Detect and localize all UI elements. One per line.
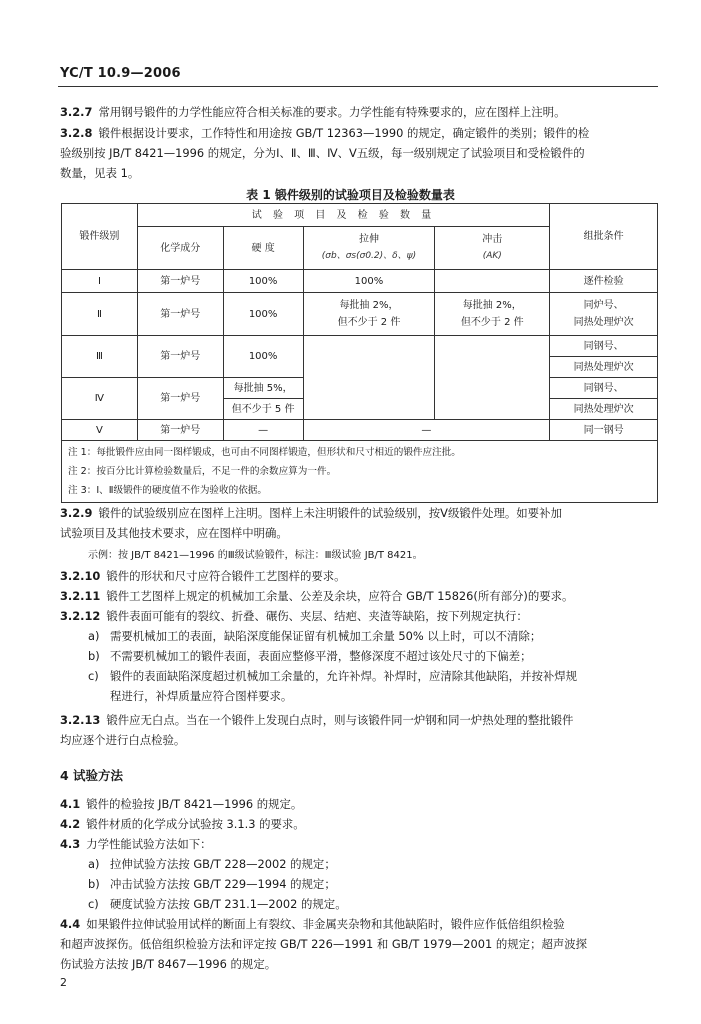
list-marker: c) xyxy=(88,897,99,911)
clause-text: 力学性能试验方法如下： xyxy=(86,837,212,851)
cell-line: 但不少于 2 件 xyxy=(460,317,524,328)
clause-3-2-12-c-line2: 程进行，补焊质量应符合图样要求。 xyxy=(110,689,293,703)
clause-text-line1: 如果锻件拉伸试验用试样的断面上有裂纹、非金属夹杂物和其他缺陷时，锻件应作低倍组织检验 xyxy=(86,917,565,931)
cell-tensile-merged xyxy=(303,336,435,420)
clause-3-2-8 xyxy=(60,123,658,143)
cell-level: Ⅰ xyxy=(62,270,138,293)
clause-3-2-8-line2: 验级别按 JB/T 8421—1996 的规定，分为Ⅰ、Ⅱ、Ⅲ、Ⅳ、Ⅴ五级，每一级别规定了试验项目和受检锻件的 xyxy=(60,146,585,160)
cell-line: 同炉号、 xyxy=(583,300,624,311)
list-text: 需要机械加工的表面，缺陷深度能保证留有机械加工余量 50% 以上时，可以不清除； xyxy=(110,629,542,643)
header-chem: 化学成分 xyxy=(137,227,223,270)
cell-level: Ⅱ xyxy=(62,293,138,336)
cell-level: Ⅴ xyxy=(62,420,138,441)
clause-4-2 xyxy=(60,814,658,834)
clause-text: 常用钢号锻件的力学性能应符合相关标准的要求。力学性能有特殊要求的，应在图样上注明。 xyxy=(98,105,566,119)
cell-batch: 逐件检验 xyxy=(550,270,658,293)
cell-tensile xyxy=(303,293,435,336)
clause-number: 3.2.11 xyxy=(60,589,101,603)
clause-number: 3.2.13 xyxy=(60,713,101,727)
list-marker: a) xyxy=(88,857,100,871)
clause-number: 4.4 xyxy=(60,917,81,931)
header-hardness: 硬 度 xyxy=(223,227,303,270)
cell-hardness: — xyxy=(223,420,303,441)
list-marker: b) xyxy=(88,649,100,663)
header-tensile xyxy=(303,227,435,270)
clause-3-2-11 xyxy=(60,586,658,606)
clause-4-4-line2: 和超声波探伤。低倍组织检验方法和评定按 GB/T 226—1991 和 GB/T 1979—2001 的规定；超声波探 xyxy=(60,937,588,951)
clause-text: 锻件工艺图样上规定的机械加工余量、公差及余块，应符合 GB/T 15826(所有部分)的要求。 xyxy=(106,589,574,603)
clause-number: 3.2.10 xyxy=(60,569,101,583)
clause-3-2-12-a xyxy=(88,626,658,646)
cell-batch: 同热处理炉次 xyxy=(550,399,658,420)
header-batch-condition: 组批条件 xyxy=(550,204,658,270)
clause-number: 4.2 xyxy=(60,817,81,831)
clause-number: 4.1 xyxy=(60,797,81,811)
section-4-title: 4 试验方法 xyxy=(60,768,124,783)
clause-3-2-12 xyxy=(60,606,658,626)
clause-3-2-9-line2: 试验项目及其他技术要求，应在图样中明确。 xyxy=(60,526,288,540)
table-row xyxy=(62,270,658,293)
cell-hardness: 每批抽 5%， xyxy=(223,378,303,399)
cell-chem: 第一炉号 xyxy=(137,270,223,293)
clause-3-2-13 xyxy=(60,710,658,730)
cell-line: 同热处理炉次 xyxy=(573,317,634,328)
list-text: 硬度试验方法按 GB/T 231.1—2002 的规定。 xyxy=(110,897,347,911)
clause-text-line1: 锻件的试验级别应在图样上注明。图样上未注明锻件的试验级别，按Ⅴ级锻件处理。如要补加 xyxy=(98,506,562,520)
list-text: 锻件的表面缺陷深度超过机械加工余量的，允许补焊。补焊时，应清除其他缺陷，并按补焊规 xyxy=(110,669,578,683)
page-number: 2 xyxy=(60,976,67,989)
cell-line: 每批抽 2%， xyxy=(339,300,399,311)
clause-number: 3.2.7 xyxy=(60,105,93,119)
clause-3-2-7 xyxy=(60,102,658,122)
clause-3-2-9 xyxy=(60,503,658,523)
clause-3-2-12-b xyxy=(88,646,658,666)
cell-line: 但不少于 2 件 xyxy=(337,317,401,328)
table-row xyxy=(62,293,658,336)
cell-chem: 第一炉号 xyxy=(137,336,223,378)
cell-impact-merged xyxy=(435,336,550,420)
cell-hardness: 100% xyxy=(223,270,303,293)
clause-4-4 xyxy=(60,914,658,934)
cell-tensile: 100% xyxy=(303,270,435,293)
example-note: 示例：按 JB/T 8421—1996 的Ⅲ级试验锻件，标注：Ⅲ级试验 JB/T 8421。 xyxy=(88,550,423,561)
clause-text-line1: 锻件根据设计要求，工作特性和用途按 GB/T 12363—1990 的规定，确定锻件的类别；锻件的检 xyxy=(98,126,590,140)
cell-level: Ⅳ xyxy=(62,378,138,420)
clause-4-3-b xyxy=(88,874,658,894)
cell-batch: 同热处理炉次 xyxy=(550,357,658,378)
list-text: 不需要机械加工的锻件表面，表面应整修平滑，整修深度不超过该处尺寸的下偏差； xyxy=(110,649,532,663)
header-impact-sub: (AK) xyxy=(482,251,502,261)
clause-3-2-10 xyxy=(60,566,658,586)
cell-level: Ⅲ xyxy=(62,336,138,378)
list-text: 拉伸试验方法按 GB/T 228—2002 的规定； xyxy=(110,857,336,871)
cell-impact xyxy=(435,293,550,336)
clause-3-2-12-c xyxy=(88,666,658,686)
table-note: 注 2：按百分比计算检验数量后，不足一件的余数应算为一件。 xyxy=(68,466,337,477)
header-level: 锻件级别 xyxy=(62,204,138,270)
header-items: 试 验 项 目 及 检 验 数 量 xyxy=(137,204,549,227)
clause-4-1 xyxy=(60,794,658,814)
table-note: 注 3：Ⅰ、Ⅱ级锻件的硬度值不作为验收的依据。 xyxy=(68,485,267,496)
clause-4-3 xyxy=(60,834,658,854)
clause-4-4-line3: 伤试验方法按 JB/T 8467—1996 的规定。 xyxy=(60,957,277,971)
cell-hardness: 100% xyxy=(223,336,303,378)
list-marker: a) xyxy=(88,629,100,643)
clause-4-3-c xyxy=(88,894,658,914)
cell-batch xyxy=(550,293,658,336)
table-row xyxy=(62,336,658,357)
cell-impact xyxy=(435,270,550,293)
table-caption: 表 1 锻件级别的试验项目及检验数量表 xyxy=(246,188,455,202)
clause-number: 4.3 xyxy=(60,837,81,851)
cell-chem: 第一炉号 xyxy=(137,378,223,420)
table-notes-row xyxy=(62,441,658,503)
cell-batch: 同钢号、 xyxy=(550,336,658,357)
table-row xyxy=(62,420,658,441)
clause-text: 锻件的形状和尺寸应符合锻件工艺图样的要求。 xyxy=(106,569,346,583)
clause-number: 3.2.9 xyxy=(60,506,93,520)
cell-tensile: — xyxy=(303,420,550,441)
cell-chem: 第一炉号 xyxy=(137,420,223,441)
clause-text-line1: 锻件应无白点。当在一个锻件上发现白点时，则与该锻件同一炉钢和同一炉热处理的整批锻件 xyxy=(106,713,574,727)
table-note: 注 1：每批锻件应由同一图样锻成，也可由不同图样锻造，但形状和尺寸相近的锻件应注批。 xyxy=(68,447,461,458)
clause-text: 锻件材质的化学成分试验按 3.1.3 的要求。 xyxy=(86,817,305,831)
cell-chem: 第一炉号 xyxy=(137,293,223,336)
header-rule xyxy=(58,86,658,87)
clause-4-3-a xyxy=(88,854,658,874)
list-text: 冲击试验方法按 GB/T 229—1994 的规定； xyxy=(110,877,336,891)
inspection-table xyxy=(61,203,658,503)
clause-3-2-13-line2: 均应逐个进行白点检验。 xyxy=(60,733,186,747)
header-tensile-label: 拉伸 xyxy=(358,234,379,245)
table-notes xyxy=(62,441,658,503)
header-tensile-sub: (σb、σs(σ0.2)、δ、ψ) xyxy=(321,251,417,261)
header-impact-label: 冲击 xyxy=(482,234,503,245)
clause-3-2-8-line3: 数量，见表 1。 xyxy=(60,166,140,180)
list-marker: b) xyxy=(88,877,100,891)
cell-batch: 同一钢号 xyxy=(550,420,658,441)
cell-batch: 同钢号、 xyxy=(550,378,658,399)
cell-line: 每批抽 2%， xyxy=(462,300,522,311)
clause-number: 3.2.12 xyxy=(60,609,101,623)
header-impact xyxy=(435,227,550,270)
clause-number: 3.2.8 xyxy=(60,126,93,140)
clause-text: 锻件表面可能有的裂纹、折叠、碾伤、夹层、结疤、夹渣等缺陷，按下列规定执行： xyxy=(106,609,528,623)
list-marker: c) xyxy=(88,669,99,683)
cell-hardness: 但不少于 5 件 xyxy=(223,399,303,420)
cell-hardness: 100% xyxy=(223,293,303,336)
clause-text: 锻件的检验按 JB/T 8421—1996 的规定。 xyxy=(86,797,303,811)
standard-header: YC/T 10.9—2006 xyxy=(60,66,181,81)
